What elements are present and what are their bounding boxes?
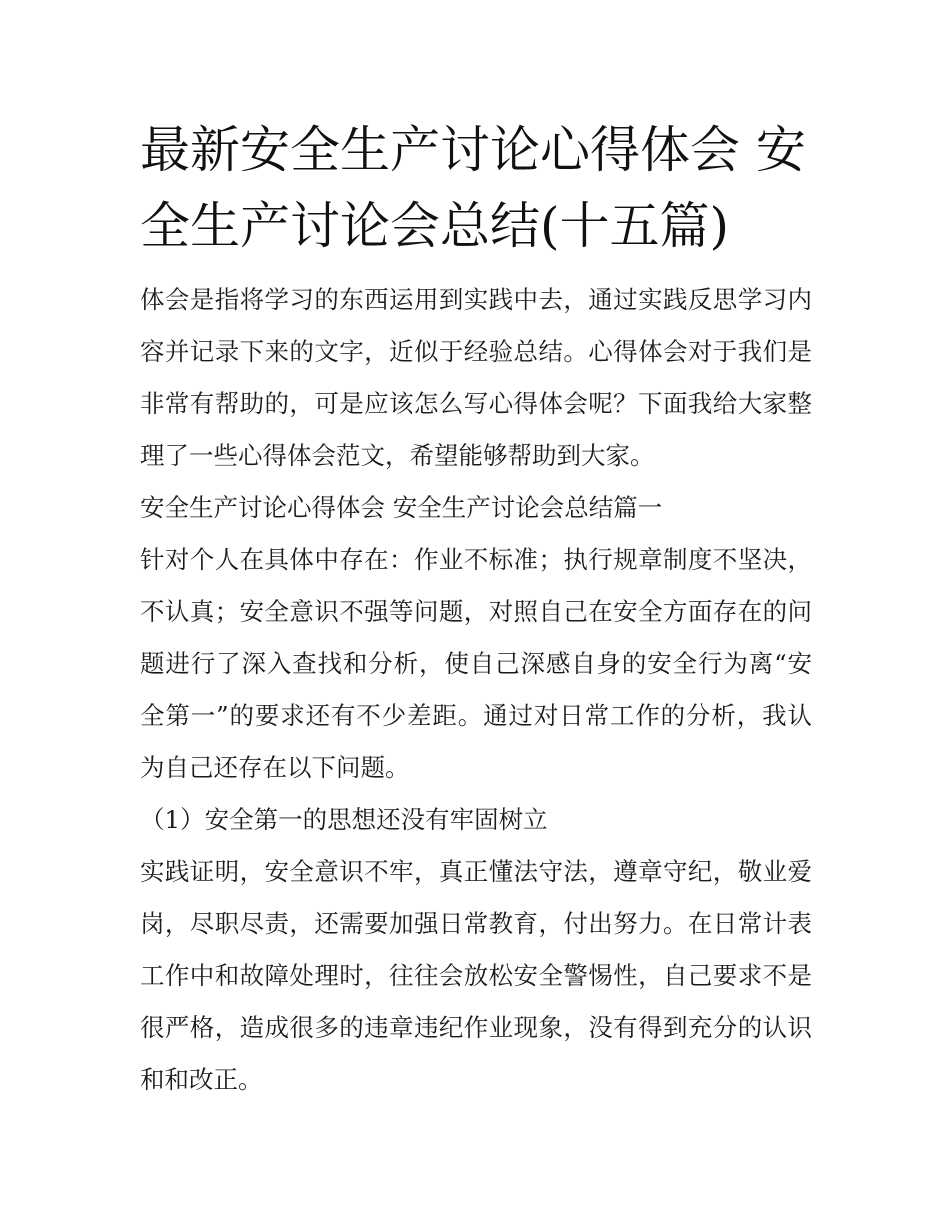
intro-paragraph: 体会是指将学习的东西运用到实践中去，通过实践反思学习内容并记录下来的文字，近似于经验总结。心得体会对于我们是非常有帮助的，可是应该怎么写心得体会呢？下面我给大家整理了一些心得体会范文，希望能够帮助到大家。 — [140, 285, 812, 470]
body-paragraph-2: 实践证明，安全意识不牢，真正懂法守法，遵章守纪，敬业爱岗，尽职尽责，还需要加强日常教育，付出努力。在日常计表工作中和故障处理时，往往会放松安全警惕性，自己要求不是很严格，造成很多的违章违纪作业现象，没有得到充分的认识和和改正。 — [140, 857, 812, 1094]
body-paragraph-1: 针对个人在具体中存在：作业不标准；执行规章制度不坚决，不认真；安全意识不强等问题，对照自己在安全方面存在的问题进行了深入查找和分析，使自己深感自身的安全行为离“安全第一”的要求还有不少差距。通过对日常工作的分析，我认为自己还存在以下问题。 — [140, 545, 812, 782]
document-title: 最新安全生产讨论心得体会 安全生产讨论会总结(十五篇) — [140, 121, 806, 255]
section-heading: 安全生产讨论心得体会 安全生产讨论会总结篇一 — [140, 493, 663, 522]
subheading-1: （1）安全第一的思想还没有牢固树立 — [140, 805, 548, 834]
document-page — [140, 112, 812, 1106]
